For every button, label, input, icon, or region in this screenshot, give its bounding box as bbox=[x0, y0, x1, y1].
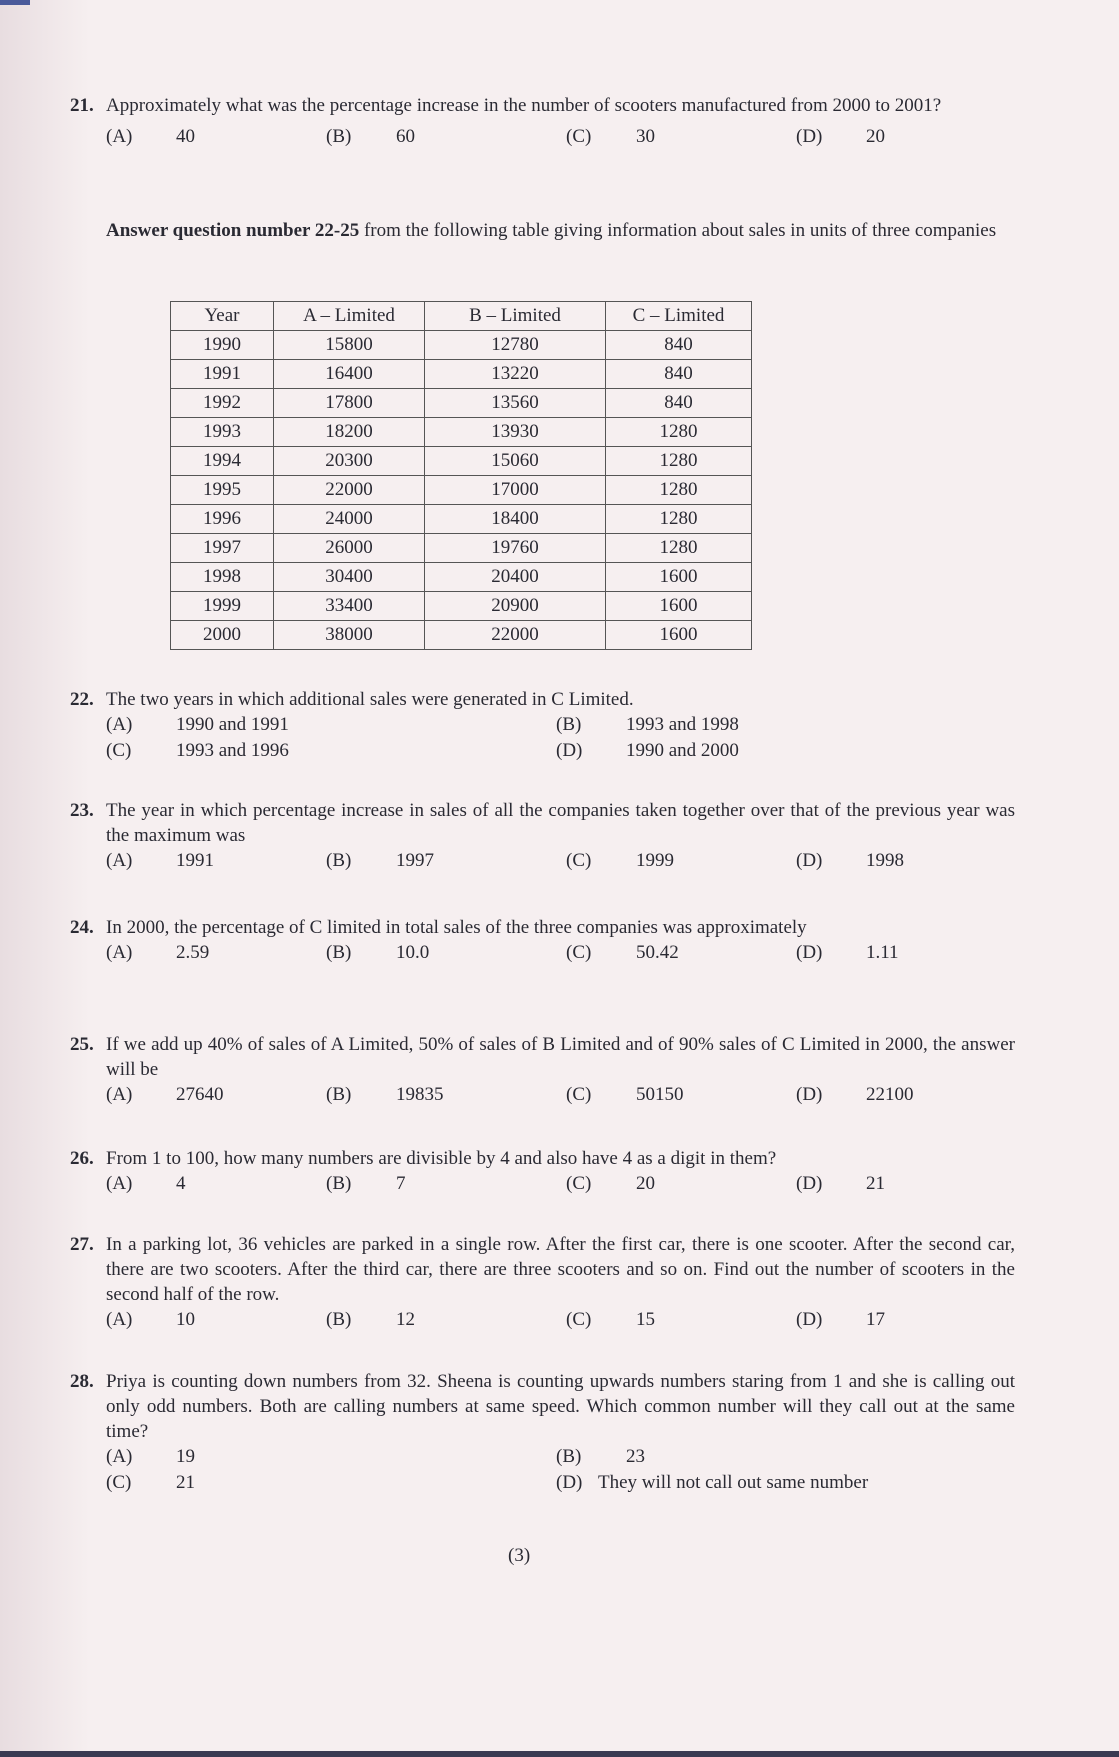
option-d: (D) 1998 bbox=[796, 850, 904, 871]
question-number: 23. bbox=[70, 800, 94, 821]
question-number: 26. bbox=[70, 1148, 94, 1169]
top-rule bbox=[0, 0, 30, 5]
header-c-limited: C – Limited bbox=[606, 302, 752, 331]
table-cell: 17000 bbox=[425, 476, 606, 505]
table-cell: 1994 bbox=[171, 447, 274, 476]
question-number: 28. bbox=[70, 1371, 94, 1392]
question-stem: Approximately what was the percentage increase in the number of scooters manufactured from 2000 to 2001? bbox=[106, 95, 942, 116]
table-cell: 26000 bbox=[274, 534, 425, 563]
table-cell: 1280 bbox=[606, 505, 752, 534]
question-stem: The two years in which additional sales were generated in C Limited. bbox=[106, 689, 634, 710]
table-cell: 38000 bbox=[274, 621, 425, 650]
table-row bbox=[171, 592, 752, 621]
option-c: (C) 15 bbox=[566, 1309, 655, 1330]
question-stem: Priya is counting down numbers from 32. Sheena is counting upwards numbers staring from 1 and she is calling out only odd numbers. Both are calling numbers at same speed. Which common number will they call out at the same time? bbox=[106, 1371, 1015, 1442]
table-cell: 1996 bbox=[171, 505, 274, 534]
options bbox=[106, 1171, 1015, 1197]
options bbox=[106, 940, 1015, 966]
table-cell: 20900 bbox=[425, 592, 606, 621]
table-cell: 1992 bbox=[171, 389, 274, 418]
header-year: Year bbox=[171, 302, 274, 331]
option-a: (A) 10 bbox=[106, 1309, 195, 1330]
table-cell: 13930 bbox=[425, 418, 606, 447]
question-24 bbox=[70, 915, 1015, 966]
table-cell: 1995 bbox=[171, 476, 274, 505]
table-cell: 24000 bbox=[274, 505, 425, 534]
option-b: (B) 12 bbox=[326, 1309, 415, 1330]
table-cell: 1280 bbox=[606, 447, 752, 476]
question-27 bbox=[70, 1232, 1015, 1333]
option-a: (A) 1990 and 1991 bbox=[106, 714, 289, 735]
option-b: (B) 23 bbox=[556, 1446, 645, 1467]
options-row-1 bbox=[106, 1444, 1015, 1470]
table-row bbox=[171, 389, 752, 418]
question-21 bbox=[70, 93, 1015, 150]
question-stem: In 2000, the percentage of C limited in total sales of the three companies was approximately bbox=[106, 917, 807, 938]
table-cell: 2000 bbox=[171, 621, 274, 650]
option-b: (B) 19835 bbox=[326, 1084, 444, 1105]
option-c: (C) 30 bbox=[566, 126, 655, 147]
table-cell: 1280 bbox=[606, 418, 752, 447]
question-number: 24. bbox=[70, 917, 94, 938]
table-cell: 840 bbox=[606, 331, 752, 360]
table-cell: 18400 bbox=[425, 505, 606, 534]
table-cell: 15800 bbox=[274, 331, 425, 360]
option-a: (A) 40 bbox=[106, 126, 195, 147]
header-a-limited: A – Limited bbox=[274, 302, 425, 331]
option-d: (D) 1990 and 2000 bbox=[556, 740, 739, 761]
table-cell: 840 bbox=[606, 389, 752, 418]
option-d: (D) 17 bbox=[796, 1309, 885, 1330]
option-b: (B) 1997 bbox=[326, 850, 434, 871]
table-cell: 15060 bbox=[425, 447, 606, 476]
table-cell: 1998 bbox=[171, 563, 274, 592]
table-cell: 16400 bbox=[274, 360, 425, 389]
table-cell: 1600 bbox=[606, 592, 752, 621]
option-a: (A) 2.59 bbox=[106, 942, 210, 963]
option-d: (D) 1.11 bbox=[796, 942, 899, 963]
table-cell: 20300 bbox=[274, 447, 425, 476]
option-d: (D) 20 bbox=[796, 126, 885, 147]
option-c: (C) 1993 and 1996 bbox=[106, 740, 289, 761]
question-28 bbox=[70, 1369, 1015, 1496]
instructions-bold: Answer question number 22-25 bbox=[106, 220, 360, 241]
table-cell: 1999 bbox=[171, 592, 274, 621]
table-cell: 18200 bbox=[274, 418, 425, 447]
table-cell: 1280 bbox=[606, 534, 752, 563]
options-row-1 bbox=[106, 712, 1015, 738]
bottom-rule bbox=[0, 1751, 1119, 1757]
question-25 bbox=[70, 1032, 1015, 1108]
question-22 bbox=[70, 687, 1015, 764]
options-row-2 bbox=[106, 738, 1015, 764]
option-d: (D) 22100 bbox=[796, 1084, 914, 1105]
table-cell: 17800 bbox=[274, 389, 425, 418]
question-26 bbox=[70, 1146, 1015, 1197]
table-row bbox=[171, 534, 752, 563]
option-a: (A) 27640 bbox=[106, 1084, 224, 1105]
table-cell: 20400 bbox=[425, 563, 606, 592]
option-c: (C) 20 bbox=[566, 1173, 655, 1194]
options bbox=[106, 1082, 1015, 1108]
table-cell: 30400 bbox=[274, 563, 425, 592]
table-cell: 22000 bbox=[425, 621, 606, 650]
table-row bbox=[171, 476, 752, 505]
table-cell: 1280 bbox=[606, 476, 752, 505]
table-cell: 22000 bbox=[274, 476, 425, 505]
section-instructions bbox=[106, 218, 1016, 243]
option-a: (A) 4 bbox=[106, 1173, 186, 1194]
question-number: 22. bbox=[70, 689, 94, 710]
table-row bbox=[171, 621, 752, 650]
table-row bbox=[171, 505, 752, 534]
table-row bbox=[171, 447, 752, 476]
options bbox=[106, 124, 1015, 150]
table-cell: 1600 bbox=[606, 621, 752, 650]
options-row-2 bbox=[106, 1470, 1015, 1496]
question-stem: The year in which percentage increase in sales of all the companies taken together over that of the previous year was the maximum was bbox=[106, 800, 1015, 846]
question-number: 25. bbox=[70, 1034, 94, 1055]
option-b: (B) 7 bbox=[326, 1173, 406, 1194]
table-cell: 19760 bbox=[425, 534, 606, 563]
table-row bbox=[171, 418, 752, 447]
table-row bbox=[171, 331, 752, 360]
table-cell: 12780 bbox=[425, 331, 606, 360]
question-23 bbox=[70, 798, 1015, 874]
table-row bbox=[171, 563, 752, 592]
table-cell: 1600 bbox=[606, 563, 752, 592]
question-number: 27. bbox=[70, 1234, 94, 1255]
question-stem: From 1 to 100, how many numbers are divisible by 4 and also have 4 as a digit in them? bbox=[106, 1148, 777, 1169]
option-a: (A) 19 bbox=[106, 1446, 195, 1467]
question-stem: In a parking lot, 36 vehicles are parked in a single row. After the first car, there is one scooter. After the second car, there are two scooters. After the third car, there are three scooters and so on. Find out the number of scooters in the second half of the row. bbox=[106, 1234, 1015, 1305]
question-number: 21. bbox=[70, 95, 94, 116]
page-number: (3) bbox=[508, 1545, 531, 1566]
table-cell: 1990 bbox=[171, 331, 274, 360]
table-cell: 1993 bbox=[171, 418, 274, 447]
table-cell: 1991 bbox=[171, 360, 274, 389]
options bbox=[106, 848, 1015, 874]
option-b: (B) 60 bbox=[326, 126, 415, 147]
table-header-row bbox=[171, 302, 752, 331]
options bbox=[106, 1307, 1015, 1333]
option-b: (B) 1993 and 1998 bbox=[556, 714, 739, 735]
sales-table bbox=[170, 301, 752, 650]
option-b: (B) 10.0 bbox=[326, 942, 430, 963]
question-stem: If we add up 40% of sales of A Limited, 50% of sales of B Limited and of 90% sales of C Limited in 2000, the answer will be bbox=[106, 1034, 1015, 1080]
option-c: (C) 1999 bbox=[566, 850, 674, 871]
table-row bbox=[171, 360, 752, 389]
table-cell: 1997 bbox=[171, 534, 274, 563]
header-b-limited: B – Limited bbox=[425, 302, 606, 331]
table-cell: 13220 bbox=[425, 360, 606, 389]
option-c: (C) 50.42 bbox=[566, 942, 679, 963]
table-cell: 840 bbox=[606, 360, 752, 389]
option-c: (C) 50150 bbox=[566, 1084, 684, 1105]
option-a: (A) 1991 bbox=[106, 850, 214, 871]
instructions-text: from the following table giving information about sales in units of three companies bbox=[359, 220, 997, 241]
table-cell: 33400 bbox=[274, 592, 425, 621]
option-c: (C) 21 bbox=[106, 1472, 195, 1493]
option-d: (D) 21 bbox=[796, 1173, 885, 1194]
option-d: (D) They will not call out same number bbox=[556, 1472, 869, 1493]
table-cell: 13560 bbox=[425, 389, 606, 418]
